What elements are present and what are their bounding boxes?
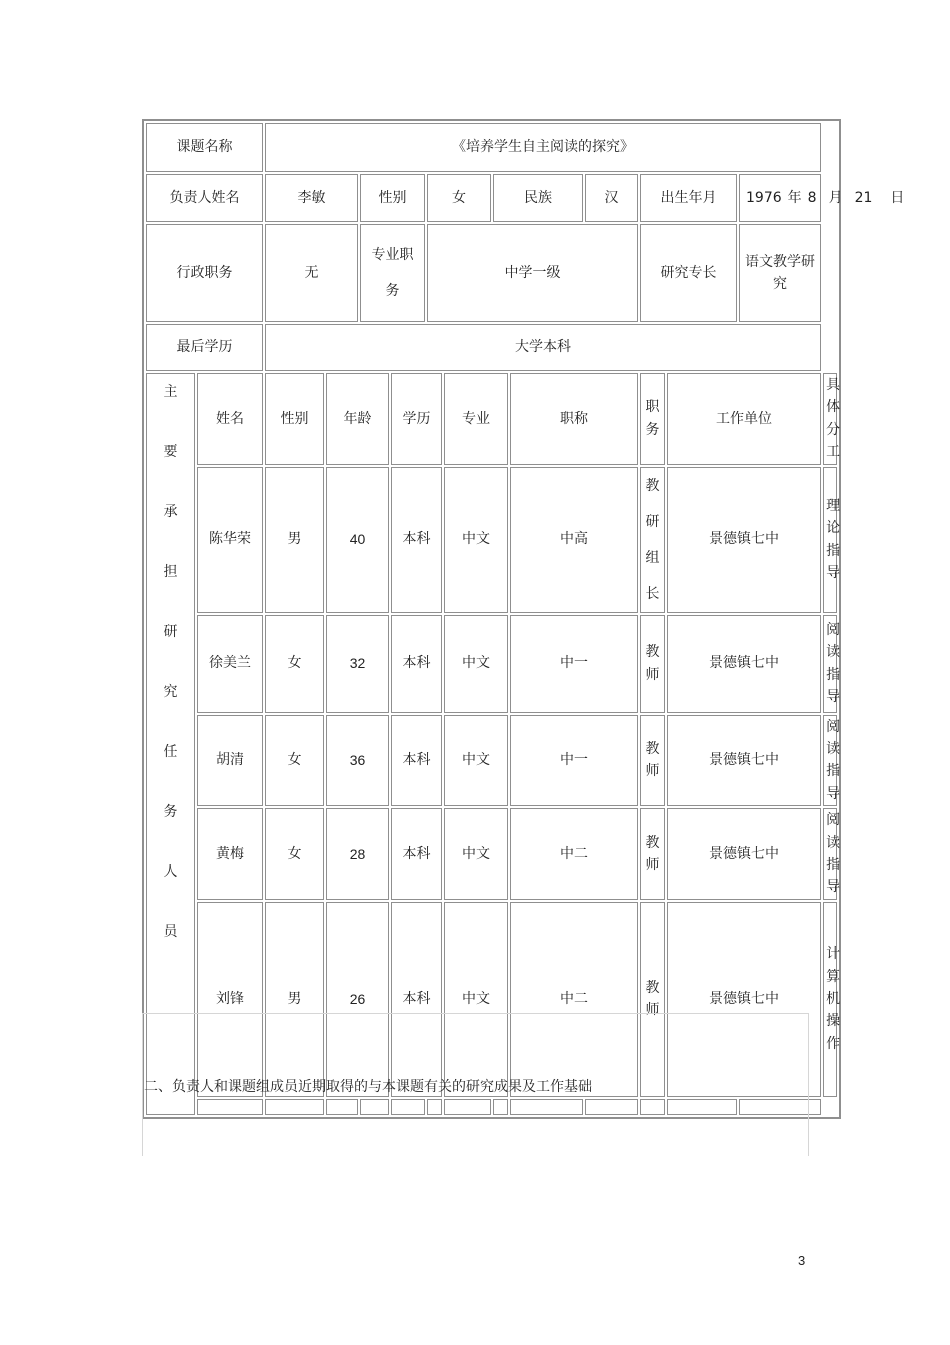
members-header-row <box>146 373 837 465</box>
leader-basic-row <box>146 174 837 222</box>
table-row <box>146 615 837 713</box>
side-char: 主 <box>163 384 178 400</box>
education-label: 最后学历 <box>146 324 263 371</box>
member-title: 中一 <box>510 615 638 713</box>
col-header-post: 职务 <box>640 373 665 465</box>
side-char: 员 <box>163 924 178 940</box>
leader-gender-label: 性别 <box>360 174 425 222</box>
member-age: 28 <box>326 808 389 900</box>
prof-title-label-line2: 务 <box>385 283 400 299</box>
member-edu: 本科 <box>391 615 442 713</box>
member-post: 教师 <box>640 715 665 807</box>
member-post-line2: 长 <box>645 585 660 602</box>
member-edu: 本科 <box>391 467 442 613</box>
col-header-edu: 学历 <box>391 373 442 465</box>
member-edu: 本科 <box>391 715 442 807</box>
col-header-unit: 工作单位 <box>667 373 821 465</box>
member-post: 教师 <box>640 902 665 1097</box>
member-major: 中文 <box>444 808 508 900</box>
project-info-table <box>142 119 905 1119</box>
member-role: 计算机操作 <box>823 902 837 1097</box>
leader-birth-label: 出生年月 <box>640 174 737 222</box>
side-char: 人 <box>163 864 178 880</box>
member-major: 中文 <box>444 615 508 713</box>
member-name: 陈华荣 <box>197 467 263 613</box>
member-unit: 景德镇七中 <box>667 902 821 1097</box>
member-role: 阅读指导 <box>823 808 837 900</box>
side-char: 究 <box>163 684 178 700</box>
members-side-label <box>146 373 195 1115</box>
member-unit: 景德镇七中 <box>667 715 821 807</box>
education-value: 大学本科 <box>265 324 821 371</box>
birth-year: 1976 <box>746 189 782 206</box>
project-name-label: 课题名称 <box>146 123 263 172</box>
admin-post-value: 无 <box>265 224 358 322</box>
side-char: 任 <box>163 744 178 760</box>
col-header-title: 职称 <box>510 373 638 465</box>
member-gender: 女 <box>265 615 324 713</box>
member-gender: 男 <box>265 902 324 1097</box>
month-char: 月 <box>828 189 843 206</box>
member-name: 黄梅 <box>197 808 263 900</box>
prof-title-label-line1: 专业职 <box>371 247 414 263</box>
prof-title-value: 中学一级 <box>427 224 638 322</box>
side-char: 要 <box>163 444 178 460</box>
member-age: 32 <box>326 615 389 713</box>
birth-day: 21 <box>854 189 873 206</box>
col-header-role: 具体分工 <box>823 373 837 465</box>
birth-month: 8 <box>807 189 817 206</box>
member-major: 中文 <box>444 467 508 613</box>
member-name: 徐美兰 <box>197 615 263 713</box>
member-name: 刘锋 <box>197 902 263 1097</box>
col-header-gender: 性别 <box>265 373 324 465</box>
member-title: 中一 <box>510 715 638 807</box>
table-row <box>146 467 837 613</box>
leader-ethnicity-label: 民族 <box>493 174 583 222</box>
col-header-age: 年龄 <box>326 373 389 465</box>
member-gender: 女 <box>265 808 324 900</box>
leader-name-value: 李敏 <box>265 174 358 222</box>
member-unit: 景德镇七中 <box>667 615 821 713</box>
prof-title-label <box>360 224 425 322</box>
member-age: 40 <box>326 467 389 613</box>
member-unit: 景德镇七中 <box>667 808 821 900</box>
side-char: 务 <box>163 804 178 820</box>
admin-post-label: 行政职务 <box>146 224 263 322</box>
year-char: 年 <box>787 189 802 206</box>
member-title: 中二 <box>510 902 638 1097</box>
member-post: 教师 <box>640 615 665 713</box>
member-age: 36 <box>326 715 389 807</box>
side-char: 承 <box>163 504 178 520</box>
specialty-label: 研究专长 <box>640 224 737 322</box>
leader-gender-value: 女 <box>427 174 491 222</box>
project-name-row <box>146 123 837 172</box>
section-two-heading: 二、负责人和课题组成员近期取得的与本课题有关的研究成果及工作基础 <box>144 1079 592 1095</box>
member-major: 中文 <box>444 902 508 1097</box>
day-char: 日 <box>890 189 905 206</box>
member-gender: 男 <box>265 467 324 613</box>
member-role: 阅读指导 <box>823 615 837 713</box>
leader-ethnicity-value: 汉 <box>585 174 638 222</box>
member-age: 26 <box>326 902 389 1097</box>
table-row <box>146 808 837 900</box>
col-header-name: 姓名 <box>197 373 263 465</box>
side-char: 研 <box>163 624 178 640</box>
member-post: 教师 <box>640 808 665 900</box>
specialty-value: 语文教学研究 <box>739 224 821 322</box>
member-role: 阅读指导 <box>823 715 837 807</box>
member-post-line1: 教研组 <box>645 477 660 566</box>
member-major: 中文 <box>444 715 508 807</box>
member-unit: 景德镇七中 <box>667 467 821 613</box>
leader-birth-value <box>739 174 905 222</box>
table-row <box>146 715 837 807</box>
member-gender: 女 <box>265 715 324 807</box>
project-name-value: 《培养学生自主阅读的探究》 <box>265 123 821 172</box>
member-edu: 本科 <box>391 902 442 1097</box>
page-number: 3 <box>798 1253 806 1268</box>
leader-name-label: 负责人姓名 <box>146 174 263 222</box>
member-title: 中二 <box>510 808 638 900</box>
side-char: 担 <box>163 564 178 580</box>
education-row <box>146 324 837 371</box>
member-title: 中高 <box>510 467 638 613</box>
member-name: 胡清 <box>197 715 263 807</box>
member-post <box>640 467 665 613</box>
col-header-major: 专业 <box>444 373 508 465</box>
member-edu: 本科 <box>391 808 442 900</box>
leader-post-row <box>146 224 837 322</box>
member-role: 理论指导 <box>823 467 837 613</box>
